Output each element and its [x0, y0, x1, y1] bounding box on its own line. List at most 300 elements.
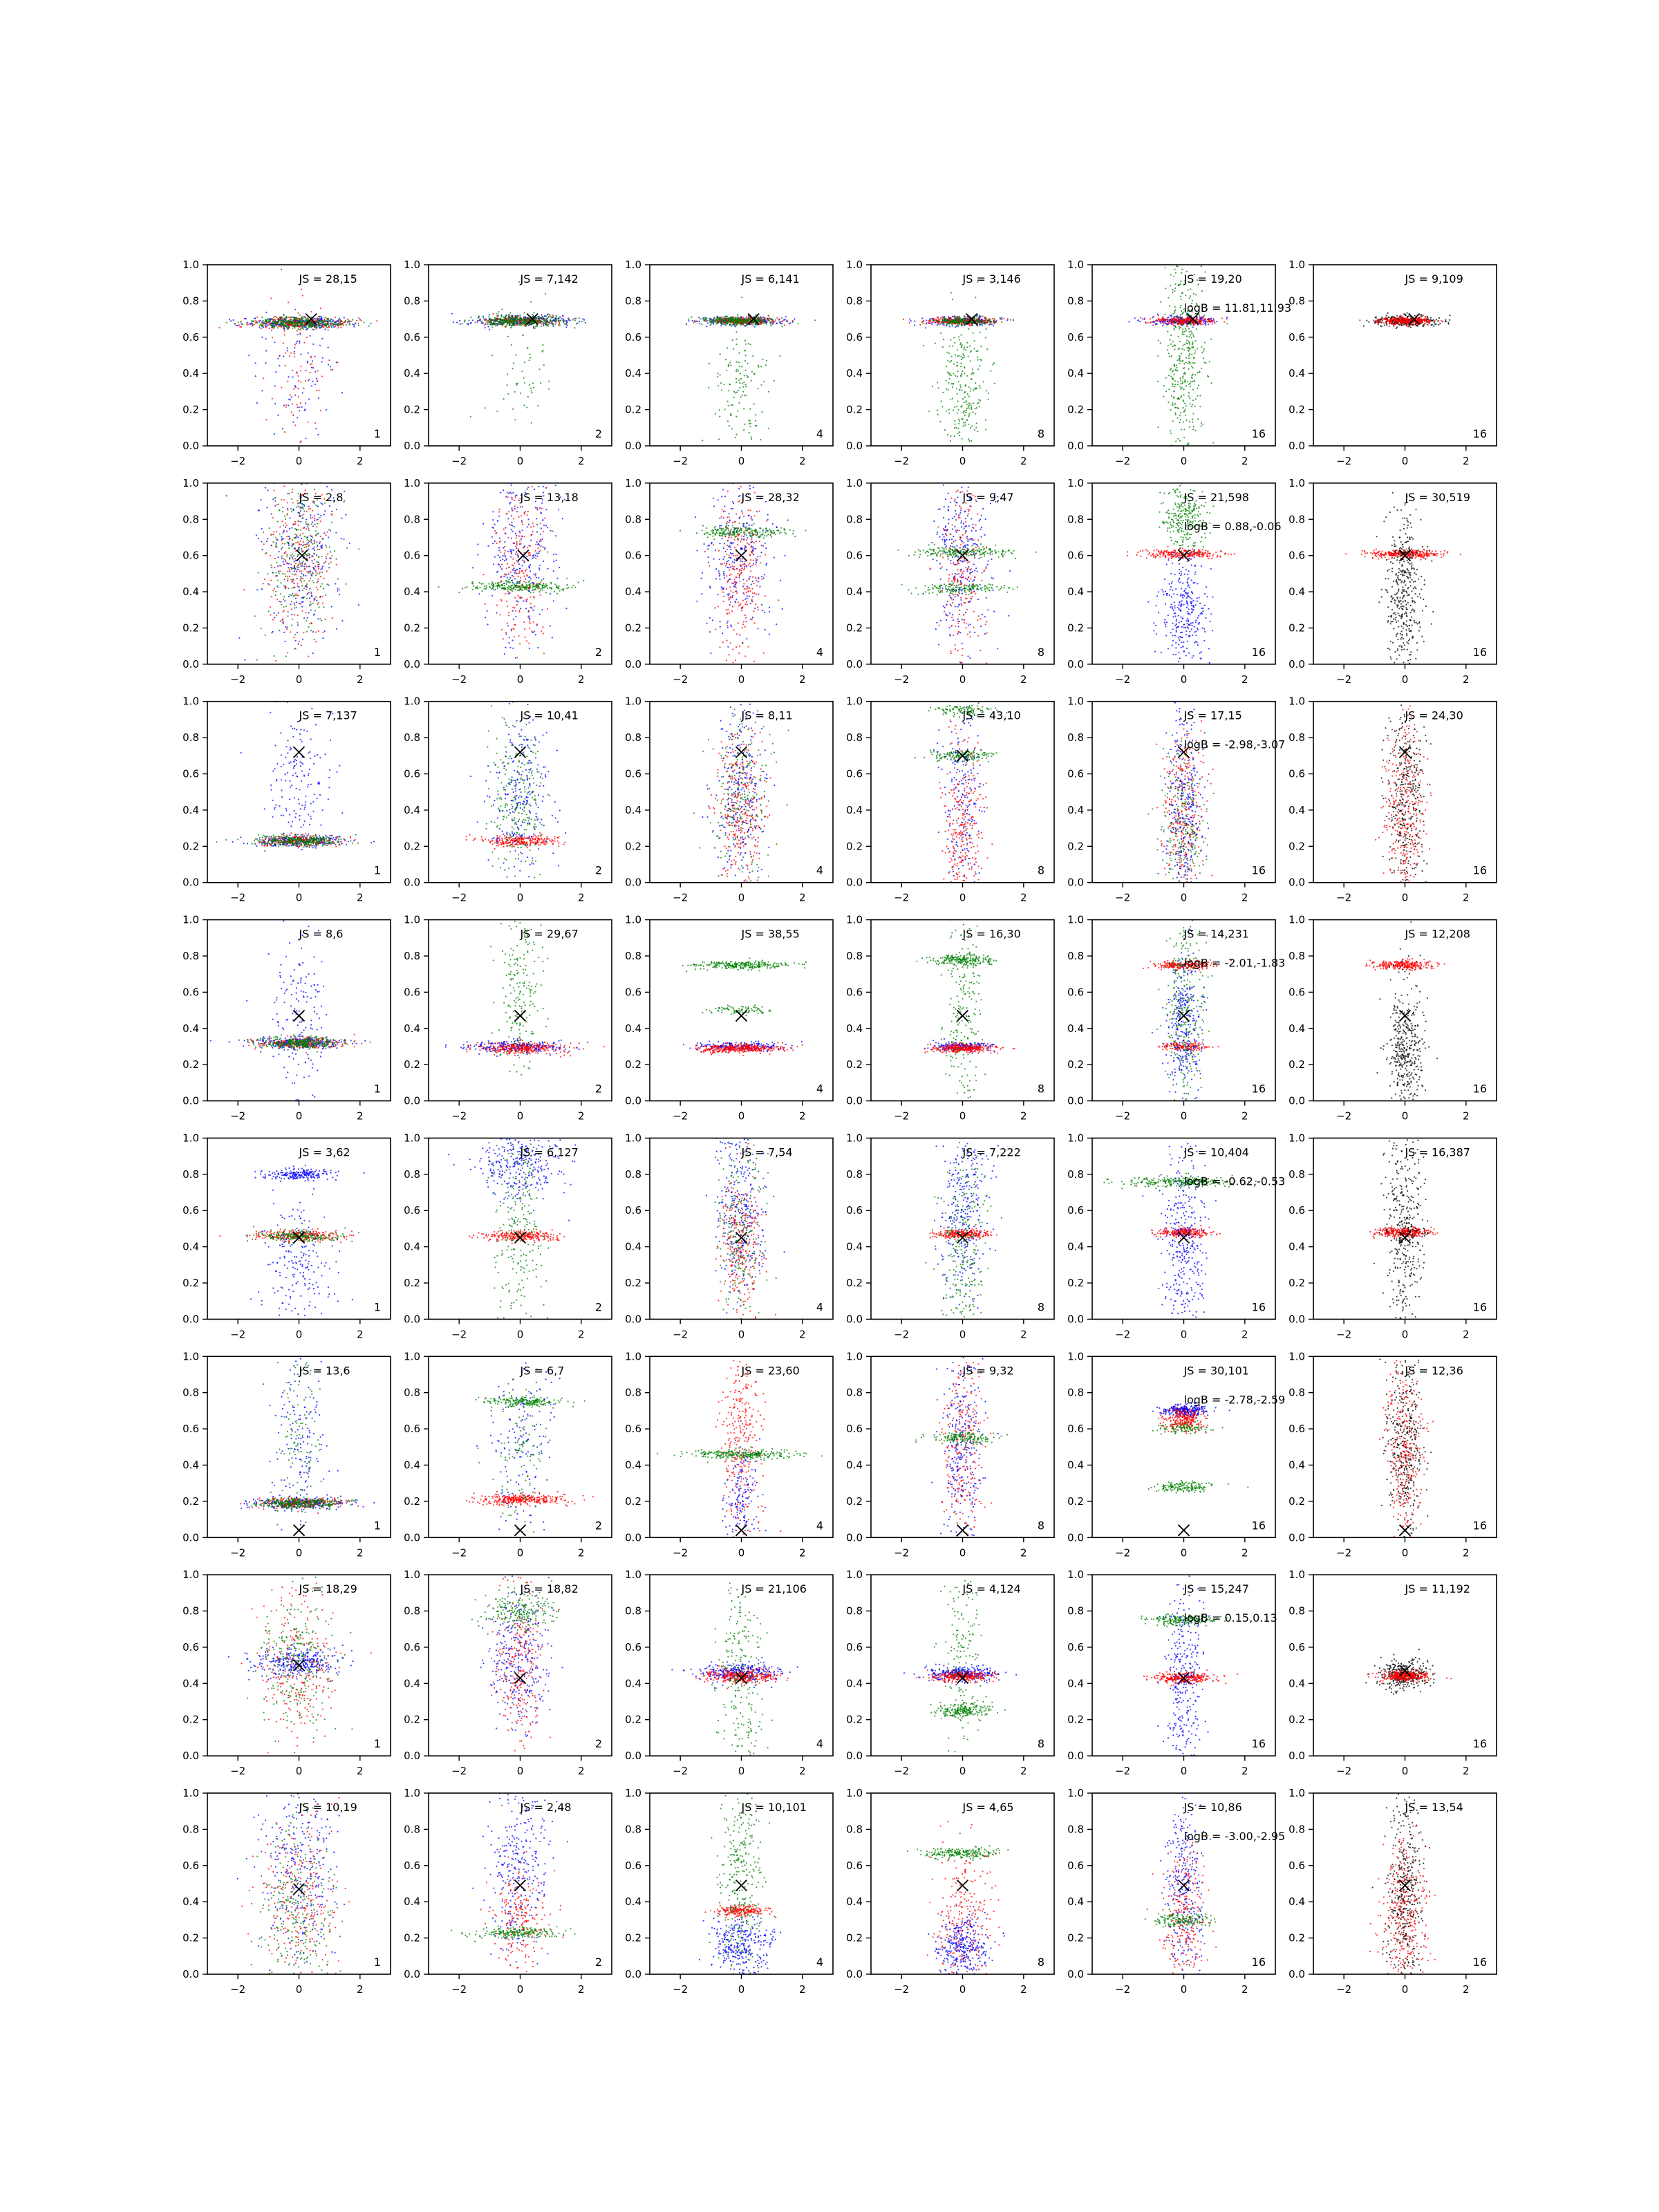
scatter-point: [968, 415, 969, 417]
x-tick-label: 0: [959, 455, 966, 467]
scatter-point: [303, 388, 304, 389]
scatter-point: [301, 326, 303, 327]
scatter-point: [300, 366, 301, 367]
scatter-point: [261, 323, 262, 324]
x-tick-label: −2: [894, 455, 909, 467]
scatter-point: [330, 366, 331, 367]
scatter-point: [957, 409, 959, 411]
scatter-point: [949, 362, 950, 363]
scatter-point: [1170, 315, 1172, 316]
scatter-point: [982, 315, 983, 317]
scatter-point: [978, 317, 980, 318]
scatter-point: [744, 360, 746, 362]
scatter-point: [941, 400, 942, 402]
scatter-point: [1000, 317, 1001, 319]
scatter-point: [730, 364, 731, 366]
scatter-point: [930, 320, 931, 321]
scatter-point: [303, 342, 305, 344]
y-tick-label: 0.0: [625, 440, 641, 452]
scatter-point: [296, 404, 297, 405]
scatter-point: [1168, 388, 1170, 390]
scatter-point: [516, 317, 518, 318]
scatter-point: [1174, 321, 1176, 322]
scatter-point: [735, 416, 737, 418]
scatter-point: [531, 392, 532, 393]
scatter-point: [509, 322, 510, 324]
scatter-point: [1185, 330, 1187, 331]
scatter-point: [974, 340, 975, 341]
scatter-point: [752, 324, 753, 326]
scatter-point: [326, 324, 328, 325]
scatter-point: [953, 364, 955, 365]
scatter-point: [485, 327, 486, 328]
scatter-point: [761, 411, 762, 413]
scatter-point: [1192, 367, 1194, 368]
scatter-point: [470, 416, 471, 418]
scatter-point: [272, 326, 273, 328]
scatter-point: [1199, 406, 1201, 407]
scatter-point: [1183, 421, 1184, 422]
scatter-point: [1207, 321, 1208, 322]
scatter-point: [1188, 318, 1190, 319]
scatter-point: [1180, 314, 1181, 315]
scatter-point: [506, 321, 507, 323]
scatter-point: [744, 395, 745, 396]
scatter-point: [729, 384, 731, 385]
scatter-point: [751, 438, 752, 440]
scatter-point: [743, 321, 744, 322]
scatter-point: [1179, 422, 1180, 423]
scatter-point: [320, 410, 321, 411]
scatter-point: [709, 318, 710, 319]
scatter-point: [288, 317, 290, 318]
scatter-point: [1185, 385, 1187, 386]
scatter-point: [1182, 377, 1183, 379]
scatter-point: [315, 428, 317, 429]
scatter-point: [294, 395, 296, 396]
scatter-point: [1192, 404, 1193, 405]
scatter-point: [959, 315, 960, 317]
scatter-point: [963, 355, 964, 356]
scatter-point: [279, 355, 280, 357]
scatter-point: [285, 365, 286, 366]
scatter-point: [1201, 324, 1202, 325]
scatter-point: [516, 324, 517, 326]
scatter-point: [941, 317, 943, 318]
scatter-point: [766, 360, 767, 362]
scatter-point: [539, 317, 541, 319]
subplot-r0-c3: [846, 259, 1054, 467]
scatter-point: [308, 353, 309, 354]
scatter-point: [265, 319, 266, 320]
scatter-point: [782, 320, 783, 321]
scatter-point: [498, 311, 500, 312]
scatter-point: [724, 409, 726, 410]
scatter-point: [541, 326, 542, 327]
scatter-point: [294, 344, 296, 346]
scatter-point: [768, 318, 769, 319]
y-tick-label: 0.6: [1067, 331, 1084, 344]
scatter-point: [746, 324, 747, 326]
x-tick-label: 2: [799, 455, 806, 467]
scatter-point: [1189, 427, 1190, 428]
scatter-point: [743, 429, 744, 431]
scatter-point: [299, 340, 300, 341]
scatter-point: [370, 323, 371, 324]
scatter-point: [312, 360, 313, 362]
scatter-point: [729, 318, 730, 319]
scatter-point: [989, 320, 991, 321]
scatter-point: [1165, 323, 1167, 324]
scatter-point: [1184, 321, 1185, 323]
scatter-point: [1210, 319, 1212, 320]
scatter-point: [933, 319, 935, 321]
x-tick-label: 0: [1181, 455, 1188, 467]
scatter-point: [289, 322, 290, 324]
scatter-point: [1188, 442, 1189, 444]
scatter-point: [987, 319, 988, 321]
scatter-point: [1183, 321, 1184, 322]
scatter-point: [725, 325, 727, 326]
scatter-point: [1177, 359, 1178, 361]
cluster-green-2: [1157, 265, 1228, 446]
scatter-point: [738, 379, 740, 381]
scatter-point: [277, 358, 279, 359]
scatter-point: [1179, 323, 1181, 324]
scatter-point: [1182, 292, 1183, 294]
scatter-point: [960, 356, 962, 357]
scatter-point: [306, 326, 307, 327]
scatter-point: [1194, 406, 1196, 407]
scatter-point: [748, 343, 749, 344]
scatter-point: [294, 351, 295, 353]
scatter-point: [299, 321, 301, 322]
scatter-point: [992, 364, 993, 365]
js-label: JS = 3,146: [962, 272, 1021, 285]
scatter-point: [285, 406, 287, 408]
scatter-point: [523, 325, 525, 326]
scatter-point: [1186, 420, 1188, 421]
scatter-point: [255, 375, 256, 377]
scatter-point: [321, 338, 323, 339]
scatter-point: [1183, 368, 1184, 369]
scatter-point: [289, 355, 290, 357]
scatter-point: [1201, 317, 1203, 318]
scatter-point: [1182, 318, 1183, 319]
scatter-point: [555, 315, 556, 317]
scatter-point: [760, 319, 762, 320]
scatter-point: [332, 321, 333, 323]
scatter-point: [299, 326, 301, 328]
scatter-point: [723, 320, 724, 321]
scatter-point: [333, 326, 335, 328]
scatter-point: [719, 416, 720, 418]
scatter-point: [1192, 362, 1194, 364]
scatter-point: [519, 319, 521, 321]
scatter-point: [487, 324, 488, 325]
scatter-point: [774, 380, 775, 382]
axes-frame: [1092, 265, 1275, 446]
scatter-point: [543, 364, 545, 366]
scatter-point: [294, 353, 295, 355]
scatter-point: [289, 324, 290, 325]
scatter-point: [324, 323, 326, 324]
scatter-point: [1191, 406, 1192, 407]
scatter-point: [497, 316, 498, 317]
scatter-point: [547, 315, 548, 316]
scatter-point: [538, 320, 539, 321]
y-tick-label: 0.4: [1067, 367, 1084, 379]
scatter-point: [716, 319, 718, 321]
scatter-point: [1183, 411, 1185, 413]
scatter-point: [909, 322, 910, 324]
scatter-point: [294, 356, 295, 357]
scatter-point: [780, 323, 781, 324]
scatter-point: [1177, 418, 1178, 419]
scatter-point: [1178, 398, 1179, 400]
scatter-point: [736, 362, 738, 363]
scatter-point: [1185, 294, 1186, 296]
scatter-point: [265, 312, 267, 313]
scatter-point: [1190, 288, 1191, 290]
scatter-points: [1128, 265, 1228, 446]
scatter-point: [909, 318, 910, 319]
scatter-point: [975, 350, 977, 352]
x-tick-label: 0: [296, 455, 303, 467]
scatter-point: [715, 323, 717, 324]
scatter-point: [1173, 328, 1174, 329]
scatter-point: [487, 326, 489, 328]
scatter-point: [335, 317, 336, 318]
scatter-point: [503, 317, 504, 318]
scatter-point: [1179, 377, 1181, 379]
scatter-point: [710, 321, 711, 322]
scatter-point: [324, 328, 326, 330]
scatter-point: [283, 327, 284, 328]
scatter-point: [358, 317, 359, 319]
scatter-point: [1188, 336, 1190, 337]
x-tick-label: 2: [578, 455, 585, 467]
scatter-point: [1191, 366, 1192, 367]
scatter-point: [953, 316, 954, 317]
scatter-point: [728, 405, 729, 406]
scatter-point: [970, 360, 971, 362]
scatter-point: [968, 406, 969, 407]
scatter-point: [1181, 395, 1182, 397]
scatter-point: [749, 409, 751, 410]
scatter-point: [558, 324, 559, 326]
scatter-point: [1168, 353, 1169, 354]
scatter-point: [292, 414, 294, 415]
scatter-point: [1172, 379, 1174, 380]
scatter-point: [973, 332, 974, 334]
scatter-point: [270, 298, 272, 299]
scatter-point: [1185, 357, 1187, 359]
scatter-point: [928, 411, 930, 412]
scatter-point: [728, 320, 729, 321]
scatter-point: [451, 313, 453, 315]
scatter-point: [987, 399, 988, 400]
scatter-point: [503, 398, 505, 400]
scatter-point: [520, 393, 521, 394]
scatter-point: [265, 338, 267, 339]
scatter-point: [1177, 381, 1179, 382]
scatter-point: [776, 317, 778, 319]
scatter-point: [1188, 341, 1190, 342]
x-tick-label: 2: [1020, 455, 1027, 467]
scatter-point: [1183, 437, 1185, 438]
scatter-point: [321, 375, 323, 377]
scatter-point: [1173, 325, 1174, 326]
scatter-point: [490, 322, 491, 324]
scatter-point: [1183, 349, 1185, 350]
scatter-point: [744, 322, 746, 324]
scatter-point: [262, 322, 263, 324]
scatter-point: [740, 320, 742, 321]
scatter-point: [1152, 324, 1154, 326]
scatter-point: [688, 320, 689, 321]
scatter-point: [325, 321, 326, 322]
scatter-point: [353, 326, 355, 328]
y-tick-label: 0.4: [182, 367, 199, 379]
js-label: JS = 19,20: [1183, 272, 1242, 285]
scatter-point: [1192, 400, 1194, 401]
js-label: JS = 28,15: [299, 272, 357, 285]
scatter-point: [1192, 375, 1193, 376]
scatter-point: [973, 373, 974, 374]
scatter-point: [728, 366, 729, 367]
scatter-point: [1182, 328, 1183, 330]
scatter-point: [944, 324, 945, 326]
scatter-point: [328, 364, 329, 365]
scatter-point: [531, 422, 532, 424]
scatter-point: [469, 320, 470, 321]
scatter-point: [746, 375, 747, 376]
scatter-point: [973, 348, 975, 349]
scatter-point: [536, 318, 537, 319]
scatter-point: [311, 385, 312, 386]
scatter-point: [1181, 310, 1182, 312]
scatter-point: [976, 422, 977, 424]
scatter-point: [1192, 326, 1194, 328]
scatter-point: [965, 349, 966, 350]
scatter-point: [1179, 386, 1181, 388]
scatter-point: [287, 323, 288, 324]
scatter-point: [733, 348, 734, 350]
scatter-point: [315, 328, 317, 330]
y-tick-label: 1.0: [404, 259, 420, 271]
scatter-point: [297, 312, 299, 314]
scatter-point: [1169, 305, 1170, 306]
scatter-point: [283, 355, 284, 357]
scatter-point: [977, 359, 978, 361]
scatter-point: [487, 320, 489, 321]
scatter-point: [740, 378, 742, 379]
scatter-point: [737, 314, 738, 315]
scatter-point: [1172, 346, 1174, 347]
scatter-point: [1180, 296, 1181, 297]
scatter-point: [979, 385, 980, 386]
scatter-point: [955, 321, 956, 322]
scatter-point: [710, 318, 711, 319]
scatter-point: [574, 319, 576, 321]
scatter-point: [946, 352, 948, 353]
scatter-point: [579, 317, 580, 319]
scatter-point: [229, 319, 230, 320]
scatter-point: [742, 321, 743, 323]
scatter-point: [1201, 368, 1202, 369]
x-tick-label: −2: [451, 455, 467, 467]
scatter-point: [1410, 327, 1412, 328]
scatter-point: [952, 325, 953, 326]
scatter-point: [319, 327, 320, 328]
scatter-point: [1180, 283, 1181, 285]
y-tick-label: 0.8: [182, 294, 199, 307]
scatter-point: [316, 321, 317, 322]
scatter-point: [985, 429, 986, 430]
scatter-point: [284, 431, 285, 433]
scatter-point: [737, 315, 738, 317]
scatter-point: [717, 373, 718, 374]
scatter-point: [749, 319, 751, 321]
scatter-point: [563, 319, 565, 321]
scatter-point: [1191, 347, 1192, 348]
scatter-point: [993, 320, 994, 321]
scatter-point: [968, 414, 970, 415]
scatter-point: [517, 321, 518, 322]
scatter-point: [1197, 319, 1199, 320]
scatter-point: [735, 318, 736, 319]
scatter-point: [1181, 348, 1183, 349]
scatter-point: [961, 359, 962, 360]
scatter-point: [1195, 398, 1197, 400]
scatter-point: [287, 325, 288, 326]
scatter-point: [574, 318, 575, 319]
scatter-point: [718, 385, 719, 386]
scatter-point: [1181, 299, 1182, 300]
scatter-point: [962, 344, 963, 346]
scatter-point: [1192, 343, 1193, 344]
scatter-point: [1191, 377, 1192, 378]
scatter-point: [489, 321, 490, 323]
scatter-point: [686, 324, 687, 325]
scatter-point: [1134, 317, 1136, 319]
scatter-point: [1193, 426, 1194, 427]
scatter-point: [1172, 370, 1174, 371]
scatter-point: [955, 316, 956, 317]
scatter-point: [926, 322, 928, 324]
scatter-point: [958, 381, 959, 382]
scatter-point: [317, 380, 318, 382]
scatter-point: [241, 326, 242, 328]
cluster-blue-3: [248, 269, 343, 443]
scatter-point: [950, 435, 951, 437]
scatter-point: [1221, 317, 1223, 319]
scatter-point: [1174, 288, 1176, 289]
scatter-point: [541, 321, 543, 322]
scatter-point: [719, 409, 720, 411]
scatter-point: [331, 326, 332, 328]
scatter-point: [695, 321, 697, 322]
scatter-point: [294, 309, 296, 310]
scatter-point: [291, 411, 292, 413]
scatter-point: [1199, 321, 1201, 322]
scatter-point: [1204, 341, 1206, 343]
scatter-point: [341, 321, 342, 322]
scatter-point: [964, 319, 965, 320]
scatter-point: [952, 299, 953, 300]
scatter-point: [525, 325, 527, 326]
